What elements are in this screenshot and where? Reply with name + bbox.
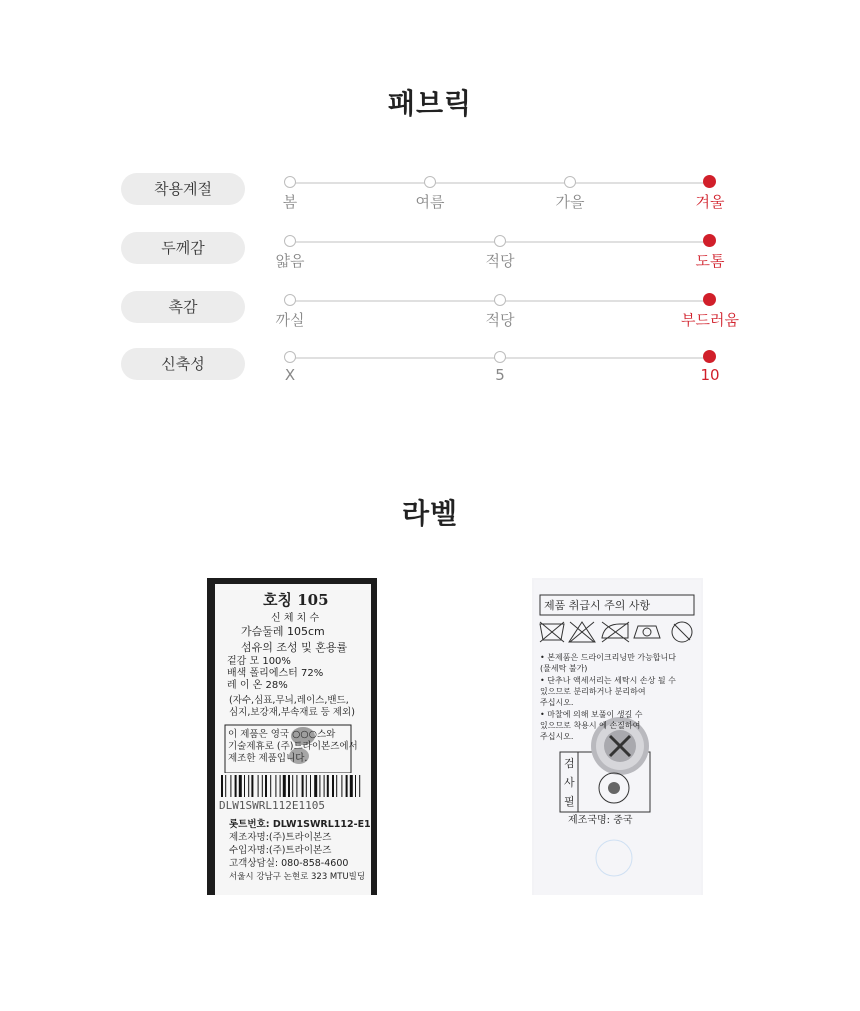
attribute-label-pill: 착용계절 xyxy=(121,173,245,205)
care-line: 주십시오. xyxy=(540,732,574,741)
fabric-attribute-row xyxy=(0,173,860,223)
scale-option-label: 가을 xyxy=(555,193,585,211)
scale-dot-selected xyxy=(703,175,716,188)
iron-icon xyxy=(602,622,629,642)
attribute-label-pill: 신축성 xyxy=(121,348,245,380)
tag-line: 제조한 제품입니다. xyxy=(228,753,308,764)
tag-line: 수입자명:(주)트라이본즈 xyxy=(229,845,332,856)
care-line: (물세탁 불가) xyxy=(540,664,588,673)
fabric-title: 패브릭 xyxy=(387,87,473,120)
scale-dot xyxy=(494,294,506,306)
tag-line: 고객상담실: 080-858-4600 xyxy=(229,858,349,869)
scale-dot xyxy=(284,351,296,363)
scale-track xyxy=(290,182,710,184)
care-instruction-label xyxy=(534,580,701,895)
label-title: 라벨 xyxy=(401,497,459,530)
scale-option-label: 봄 xyxy=(282,193,298,211)
fabric-attribute-row xyxy=(0,232,860,282)
scale-option-label: 까실 xyxy=(275,311,305,329)
tag-line: 배색 폴리에스터 72% xyxy=(227,668,324,679)
care-instruction-label-photo xyxy=(532,578,703,895)
care-label-title: 제품 취급시 주의 사항 xyxy=(544,599,651,612)
tag-line: 이 제품은 영국 ○○○스와 xyxy=(228,729,336,740)
care-line: • 본제품은 드라이크리닝만 가능합니다 xyxy=(540,653,676,662)
scale-dot xyxy=(284,235,296,247)
scale-dot xyxy=(284,176,296,188)
tag-barcode-number: DLW1SWRL112E1105 xyxy=(219,799,325,812)
tag-line: 레 이 온 28% xyxy=(227,680,288,691)
no-bleach-icon xyxy=(569,622,595,642)
tag-line: 신 체 치 수 xyxy=(271,613,320,624)
scale-option-label: 5 xyxy=(495,366,505,384)
scale-option-label: 부드러움 xyxy=(681,311,739,329)
scale-option-label: 얇음 xyxy=(275,252,305,270)
care-line: 있으므로 착용시 에 손질하여 xyxy=(540,721,641,730)
tag-line: 제조자명:(주)트라이본즈 xyxy=(229,832,332,843)
scale-option-label: 겨울 xyxy=(695,193,725,211)
scale-dot-selected xyxy=(703,350,716,363)
no-tumble-dry-icon xyxy=(672,622,692,642)
tag-line: 겉감 모 100% xyxy=(227,656,291,667)
care-line: • 마찰에 의해 보풀이 생길 수 xyxy=(540,710,643,719)
scale-dot-selected xyxy=(703,293,716,306)
scale-dot xyxy=(564,176,576,188)
country-of-origin: 제조국명: 중국 xyxy=(568,815,633,826)
inspection-stamp-char: 검 xyxy=(564,757,575,770)
scale-dot xyxy=(494,235,506,247)
tag-line: 서울시 강남구 논현로 323 MTU빌딩 xyxy=(229,872,366,882)
scale-option-label: 10 xyxy=(700,366,720,384)
care-line: • 단추나 액세서리는 세탁시 손상 될 수 xyxy=(540,676,676,685)
tag-line: (자수,심표,무늬,레이스,밴드, xyxy=(229,695,349,706)
tag-line: 가슴둘레 105cm xyxy=(241,625,325,638)
tag-size-title: 호칭 105 xyxy=(263,591,329,609)
scale-dot xyxy=(494,351,506,363)
scale-dot xyxy=(424,176,436,188)
scale-option-label: X xyxy=(284,366,296,384)
attribute-label-pill: 촉감 xyxy=(121,291,245,323)
dry-clean-icon xyxy=(634,626,660,638)
size-composition-label-photo xyxy=(207,578,377,895)
scale-option-label: 여름 xyxy=(415,193,445,211)
attribute-label-pill: 두께감 xyxy=(121,232,245,264)
scale-option-label: 도톰 xyxy=(695,252,725,270)
inspection-stamp-char: 필 xyxy=(564,795,575,808)
tag-line: 섬유의 조성 및 혼용률 xyxy=(241,641,348,654)
size-composition-label xyxy=(215,584,371,895)
scale-option-label: 적당 xyxy=(485,311,515,329)
scale-dot xyxy=(284,294,296,306)
inspection-stamp-char: 사 xyxy=(564,776,575,789)
scale-dot-selected xyxy=(703,234,716,247)
tag-line: 롯트번호: DLW1SWRL112-E1 xyxy=(229,819,371,830)
no-wash-icon xyxy=(540,622,564,642)
care-line: 있으므로 분리하거나 분리하여 xyxy=(540,687,646,696)
scale-option-label: 적당 xyxy=(485,252,515,270)
fabric-attribute-row xyxy=(0,348,860,398)
care-line: 주십시오. xyxy=(540,698,574,707)
tag-line: 심지,보강재,부속재료 등 제외) xyxy=(229,707,355,718)
fabric-attribute-row xyxy=(0,291,860,341)
tag-line: 기술제휴로 (주)트라이본즈에서 xyxy=(228,741,358,752)
